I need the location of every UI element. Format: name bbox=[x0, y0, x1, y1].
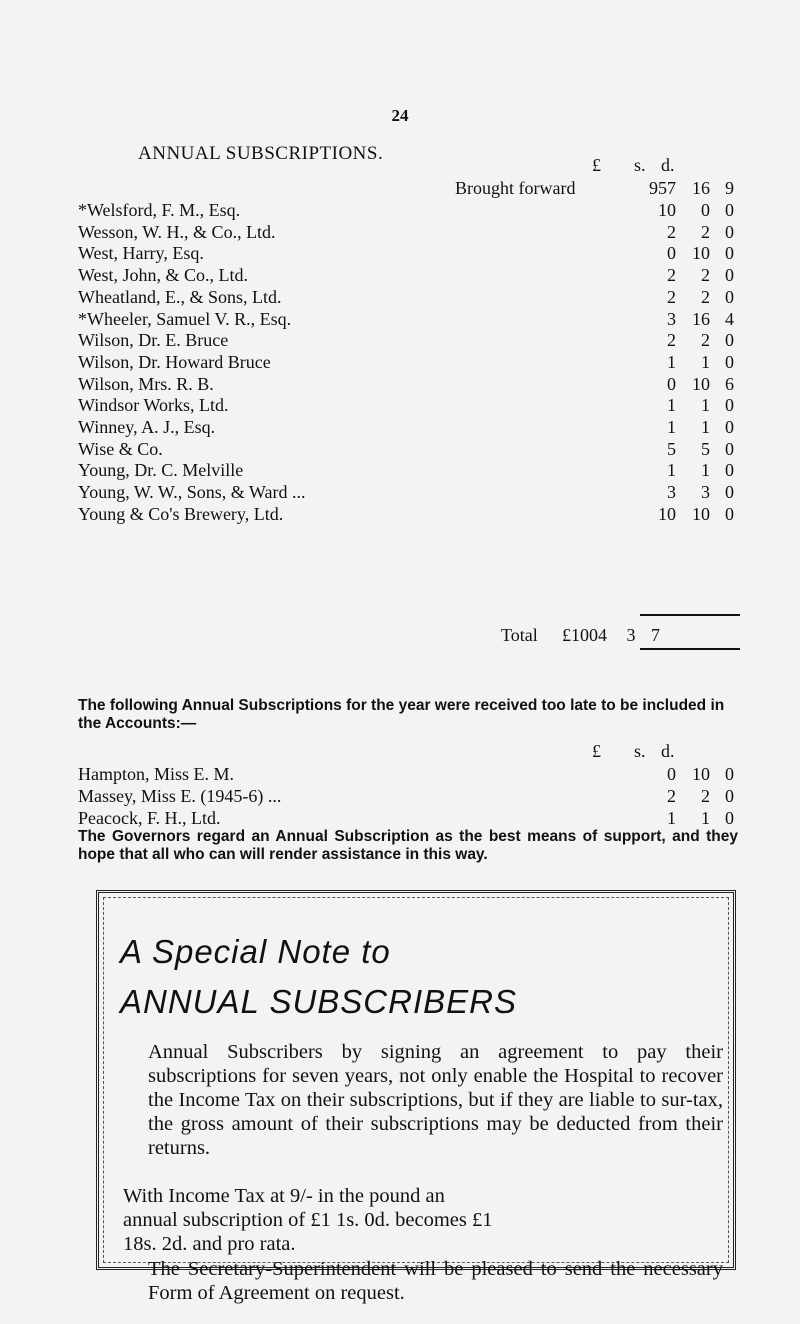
subscription-row bbox=[78, 394, 738, 416]
brought-forward-row bbox=[78, 177, 738, 199]
governors-statement: The Governors regard an Annual Subscription as the best means of support, and they hope that all who can will render assistance in this way. bbox=[78, 828, 738, 863]
shillings-value: 16 bbox=[692, 308, 710, 329]
shillings-value: 2 bbox=[701, 286, 710, 307]
pounds-value: 2 bbox=[667, 221, 676, 242]
note-title-line1: A Special Note to bbox=[120, 933, 391, 970]
note-paragraph-income-tax: With Income Tax at 9/- in the pound an annual subscription of £1 1s. 0d. becomes £1 18s. 2d. and pro rata. bbox=[123, 1185, 493, 1255]
subscription-row bbox=[78, 221, 738, 243]
pounds-value: 0 bbox=[667, 764, 676, 784]
shillings-value: 1 bbox=[701, 395, 710, 416]
shillings-value: 3 bbox=[701, 482, 710, 503]
shillings-value: 1 bbox=[701, 460, 710, 481]
subscription-row bbox=[78, 785, 738, 807]
subscription-row bbox=[78, 242, 738, 264]
brought-forward-pence: 9 bbox=[725, 178, 734, 198]
subscription-row bbox=[78, 308, 738, 330]
total-underline bbox=[640, 648, 740, 650]
subscriber-name: Young & Co's Brewery, Ltd. bbox=[78, 503, 284, 524]
subscription-row bbox=[78, 503, 738, 525]
pence-value: 0 bbox=[725, 460, 734, 481]
subscriber-name: *Wheeler, Samuel V. R., Esq. bbox=[78, 308, 292, 329]
subscriber-name: Windsor Works, Ltd. bbox=[78, 395, 229, 416]
shillings-value: 10 bbox=[692, 373, 710, 394]
shillings-value: 10 bbox=[692, 243, 710, 264]
shillings-value: 10 bbox=[692, 503, 710, 524]
subscriber-name: Wilson, Mrs. R. B. bbox=[78, 373, 214, 394]
subscriber-name: Peacock, F. H., Ltd. bbox=[78, 808, 221, 828]
pence-value: 4 bbox=[725, 308, 734, 329]
pence-value: 0 bbox=[725, 764, 734, 784]
pounds-value: 1 bbox=[667, 808, 676, 828]
subscriber-name: *Welsford, F. M., Esq. bbox=[78, 200, 241, 220]
shillings-value: 10 bbox=[692, 764, 710, 784]
pounds-value: 5 bbox=[667, 438, 676, 459]
shillings-value: 2 bbox=[701, 221, 710, 242]
pence-value: 0 bbox=[725, 351, 734, 372]
pounds-value: 1 bbox=[667, 395, 676, 416]
brought-forward-pounds: 957 bbox=[649, 178, 676, 198]
shillings-value: 1 bbox=[701, 417, 710, 437]
pence-value: 0 bbox=[725, 503, 734, 524]
shillings-value: 5 bbox=[701, 438, 710, 459]
total-pence: 7 bbox=[651, 625, 660, 645]
subscription-row bbox=[78, 373, 738, 395]
subscriber-name: Wesson, W. H., & Co., Ltd. bbox=[78, 221, 276, 242]
shillings-value: 2 bbox=[701, 330, 710, 351]
pounds-header: £ bbox=[592, 155, 601, 175]
subscription-row bbox=[78, 264, 738, 286]
subscriber-name: Wise & Co. bbox=[78, 438, 163, 459]
subscription-row bbox=[78, 416, 738, 438]
pounds-value: 0 bbox=[667, 243, 676, 264]
pounds-value: 10 bbox=[658, 200, 676, 220]
total-rule bbox=[640, 614, 740, 616]
note-title-line2: ANNUAL SUBSCRIBERS bbox=[120, 983, 518, 1020]
subscription-row bbox=[78, 286, 738, 308]
pence-value: 0 bbox=[725, 417, 734, 437]
pence-value: 0 bbox=[725, 808, 734, 828]
pence-value: 0 bbox=[725, 265, 734, 286]
subscriber-name: Young, Dr. C. Melville bbox=[78, 460, 244, 481]
pence-header: d. bbox=[661, 155, 675, 175]
subscriber-name: Massey, Miss E. (1945-6) ... bbox=[78, 786, 282, 806]
shillings-value: 2 bbox=[701, 265, 710, 286]
pounds-value: 1 bbox=[667, 460, 676, 481]
subscriber-name: Hampton, Miss E. M. bbox=[78, 764, 235, 784]
pence-value: 0 bbox=[725, 221, 734, 242]
subscription-row bbox=[78, 481, 738, 503]
subscription-row bbox=[78, 807, 738, 829]
total-shillings: 3 bbox=[626, 625, 636, 645]
total-amount bbox=[562, 625, 660, 646]
subscriber-name: Wilson, Dr. E. Bruce bbox=[78, 330, 229, 351]
shillings-header: s. bbox=[634, 155, 646, 175]
pounds-value: 1 bbox=[667, 351, 676, 372]
subscription-row bbox=[78, 438, 738, 460]
brought-forward-shillings: 16 bbox=[692, 178, 710, 198]
subscription-row bbox=[78, 351, 738, 373]
brought-forward-label: Brought forward bbox=[455, 178, 576, 198]
late-shillings-header: s. bbox=[634, 741, 646, 761]
page-number: 24 bbox=[391, 106, 409, 125]
subscriber-name: Wheatland, E., & Sons, Ltd. bbox=[78, 286, 282, 307]
late-pounds-header: £ bbox=[592, 741, 601, 761]
subscriber-name: West, John, & Co., Ltd. bbox=[78, 265, 249, 286]
subscriber-name: Young, W. W., Sons, & Ward ... bbox=[78, 482, 306, 503]
subscriber-name: West, Harry, Esq. bbox=[78, 243, 204, 264]
pounds-value: 2 bbox=[667, 330, 676, 351]
pence-value: 6 bbox=[725, 373, 734, 394]
pence-value: 0 bbox=[725, 786, 734, 806]
subscription-row bbox=[78, 459, 738, 481]
shillings-value: 2 bbox=[701, 786, 710, 806]
note-paragraph-request: The Secretary-Superintendent will be pleased to send the necessary Form of Agreement on request. bbox=[148, 1258, 723, 1304]
pence-value: 0 bbox=[725, 395, 734, 416]
pence-value: 0 bbox=[725, 200, 734, 220]
late-subscriptions-intro: The following Annual Subscriptions for the year were received too late to be included in the Accounts:— bbox=[78, 697, 725, 732]
note-paragraph-agreement: Annual Subscribers by signing an agreement to pay their subscriptions for seven years, not only enable the Hospital to recover the Income Tax on their subscriptions, but if they are liable to sur-tax, the gross amount of their subscriptions may be deducted from their returns. bbox=[148, 1041, 723, 1159]
shillings-value: 0 bbox=[701, 200, 710, 220]
pence-value: 0 bbox=[725, 243, 734, 264]
total-pounds: £1004 bbox=[562, 625, 607, 645]
pence-value: 0 bbox=[725, 438, 734, 459]
pounds-value: 3 bbox=[667, 308, 676, 329]
late-pence-header: d. bbox=[661, 741, 675, 761]
subscriber-name: Winney, A. J., Esq. bbox=[78, 417, 216, 437]
section-title: ANNUAL SUBSCRIPTIONS. bbox=[138, 143, 384, 164]
pounds-value: 3 bbox=[667, 482, 676, 503]
shillings-value: 1 bbox=[701, 351, 710, 372]
subscription-row bbox=[78, 763, 738, 785]
subscription-row bbox=[78, 329, 738, 351]
pounds-value: 0 bbox=[667, 373, 676, 394]
pounds-value: 10 bbox=[658, 503, 676, 524]
subscription-row bbox=[78, 199, 738, 221]
subscriber-name: Wilson, Dr. Howard Bruce bbox=[78, 351, 271, 372]
pounds-value: 1 bbox=[667, 417, 676, 437]
shillings-value: 1 bbox=[701, 808, 710, 828]
pence-value: 0 bbox=[725, 482, 734, 503]
pence-value: 0 bbox=[725, 330, 734, 351]
pounds-value: 2 bbox=[667, 786, 676, 806]
total-label: Total bbox=[501, 625, 538, 645]
pounds-value: 2 bbox=[667, 286, 676, 307]
pence-value: 0 bbox=[725, 286, 734, 307]
pounds-value: 2 bbox=[667, 265, 676, 286]
